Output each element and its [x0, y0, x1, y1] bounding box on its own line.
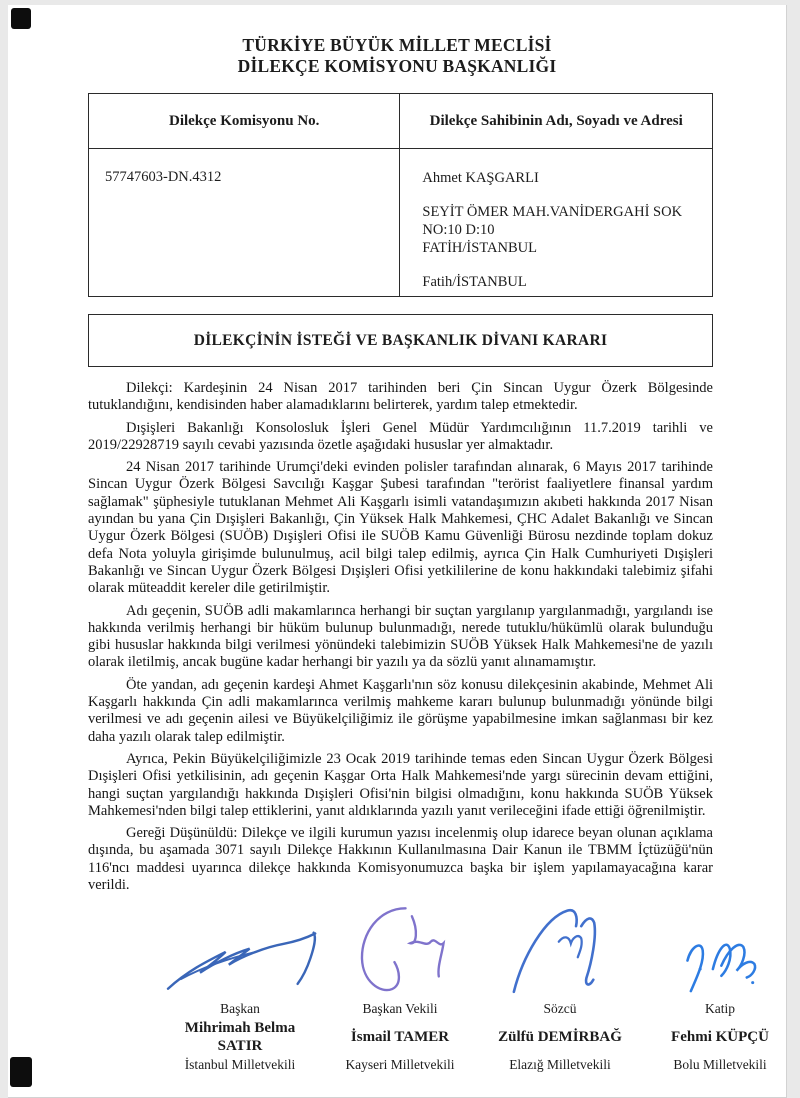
signer-name: Zülfü DEMİRBAĞ — [498, 1029, 622, 1046]
signature-icon — [503, 902, 618, 997]
signer-constituency: Kayseri Milletvekili — [345, 1057, 455, 1073]
scan-corner-mark-top — [11, 8, 31, 29]
address-line-1: SEYİT ÖMER MAH.VANİDERGAHİ SOK — [422, 204, 683, 220]
signature-icon — [673, 925, 768, 997]
petitioner-name: Ahmet KAŞGARLI — [422, 170, 539, 186]
document-title — [8, 35, 786, 77]
document-title-line1: TÜRKİYE BÜYÜK MİLLET MECLİSİ — [242, 35, 552, 55]
petition-number-cell: 57747603-DN.4312 — [89, 149, 400, 297]
document-page — [8, 5, 787, 1098]
signer-name: İsmail TAMER — [350, 1029, 450, 1046]
signer-constituency: Elazığ Milletvekili — [509, 1057, 611, 1073]
table-data-row — [89, 149, 713, 297]
decision-banner: DİLEKÇİNİN İSTEĞİ VE BAŞKANLIK DİVANI KARARI — [88, 314, 713, 367]
signature-ink-katip — [640, 900, 787, 997]
address-line-2: NO:10 D:10 — [422, 222, 495, 238]
signer-title: Sözcü — [543, 1001, 577, 1017]
signature-column-baskan-vekili — [320, 900, 480, 1073]
signature-column-katip — [640, 900, 787, 1073]
decision-body — [88, 380, 713, 894]
document-title-line2: DİLEKÇE KOMİSYONU BAŞKANLIĞI — [237, 56, 557, 76]
signature-column-baskan — [160, 900, 320, 1073]
signer-name: Fehmi KÜPÇÜ — [671, 1029, 769, 1046]
address-line-3: FATİH/İSTANBUL — [422, 240, 537, 256]
paragraph-3: 24 Nisan 2017 tarihinde Urumçi'deki evinden polisler tarafından alınarak, 6 Mayıs 2017 tarihinde Sincan Uygur Özerk Bölgesi Savcılığı Kaşgar Şubesi tarafından "terörist faaliyetlere finansal yardım sağlamak" şüphesiyle tutuklanan Mehmet Ali Kaşgarlı isimli vatandaşımızın akıbeti hakkında 2017 Nisan ayından bu yana Çin Dışişleri Bakanlığı, Çin Yüksek Halk Mahkemesi, ÇHC Adalet Bakanlığı ve Sincan Uygur Özerk Bölgesi (SUÖB) Dışişleri Ofisi ile SUÖB Kamu Güvenliği Bürosu nezdinde toplam dokuz defa Nota yoluyla girişimde bulunulmuş, acil bilgi talep edilmiş, ayrıca Çin Halk Cumhuriyeti Dışişleri Bakanlığı ve Sincan Uygur Özerk Bölgesi Dışişleri Ofisi yetkililerine de konu hakkındaki talebimiz şifahi olarak müteaddit kereler dile getirilmiştir. — [88, 459, 713, 597]
signature-icon — [160, 902, 320, 997]
signature-ink-baskan-vekili — [320, 900, 480, 997]
paragraph-6: Ayrıca, Pekin Büyükelçiliğimizle 23 Ocak 2019 tarihinde temas eden Sincan Uygur Özerk Bölgesi Dışişleri Ofisi yetkilisinin, adı geçenin Kaşgar Orta Halk Mahkemesi'nde yargı sürecinin devam ettiğini, hangi suçtan yargılandığı hakkında Dışişleri Ofisi'nin bilgisi olmadığını, konu hakkında SUÖB Yüksek Mahkemesi'nden bilgi talep ettiklerini, yanıt aldıklarında yazılı yanıt verileceğini ifade ettiği öğrenilmiştir. — [88, 750, 713, 819]
city-line: Fatih/İSTANBUL — [422, 274, 527, 290]
paragraph-2: Dışişleri Bakanlığı Konsolosluk İşleri Genel Müdür Yardımcılığının 11.7.2019 tarihli ve 2019/22928719 sayılı cevabi yazısında özetle aşağıdaki hususlar yer almaktadır. — [88, 419, 713, 453]
column-header-petition-no: Dilekçe Komisyonu No. — [89, 94, 400, 149]
signature-icon — [345, 902, 455, 997]
scan-corner-mark-bottom — [10, 1057, 32, 1087]
signer-title: Katip — [705, 1001, 735, 1017]
signature-ink-sozcu — [480, 900, 640, 997]
paragraph-7: Gereği Düşünüldü: Dilekçe ve ilgili kurumun yazısı incelenmiş olup idarece beyan olunan açıklama dışında, bu aşamada 3071 sayılı Dilekçe Hakkının Kullanılmasına Dair Kanun ile TBMM İçtüzüğü'nün 116'ncı maddesi uyarınca dilekçe hakkında Komisyonumuzca başka bir işlem yapılamayacağına karar verildi. — [88, 825, 713, 894]
signer-constituency: İstanbul Milletvekili — [184, 1057, 296, 1073]
table-header-row — [89, 94, 713, 149]
signer-title: Başkan Vekili — [362, 1001, 438, 1017]
petition-info-table — [88, 93, 713, 297]
column-header-petitioner: Dilekçe Sahibinin Adı, Soyadı ve Adresi — [400, 94, 713, 149]
signer-title: Başkan — [220, 1001, 260, 1017]
signer-name: Mihrimah Belma SATIR — [184, 1020, 296, 1055]
paragraph-1: Dilekçi: Kardeşinin 24 Nisan 2017 tarihinden beri Çin Sincan Uygur Özerk Bölgesinde tutuklandığını, kendisinden haber alamadıklarını belirterek, yardım talep etmektedir. — [88, 380, 713, 414]
signature-ink-baskan — [160, 900, 320, 997]
signature-block — [160, 900, 787, 1073]
signature-column-sozcu — [480, 900, 640, 1073]
paragraph-5: Öte yandan, adı geçenin kardeşi Ahmet Kaşgarlı'nın söz konusu dilekçesinin akabinde, Mehmet Ali Kaşgarlı hakkında Çin adli makamlarınca verilmiş mahkeme kararı bulunup bulunmadığı yönünde bilgi verilmesi ve adı geçenin ailesi ve Büyükelçiliğimiz ile görüşme yapabilmesine imkan sağlanması bir kez daha yazılı olarak talep edilmiştir. — [88, 676, 713, 745]
signer-constituency: Bolu Milletvekili — [673, 1057, 767, 1073]
petitioner-cell — [400, 149, 713, 297]
paragraph-4: Adı geçenin, SUÖB adli makamlarınca herhangi bir suçtan yargılanıp yargılanmadığı, yargılandı ise hakkında verilmiş herhangi bir hüküm bulunup bulunmadığı, nerede tutuklu/hükümlü olarak bulunduğu gibi hususlar hakkında bilgi verilmesi yönündeki talebimizin SUÖB Yüksek Halk Mahkemesi'ne de yazılı olarak iletilmiş, ancak bugüne kadar herhangi bir yazılı ya da sözlü yanıt alınamamıştır. — [88, 602, 713, 671]
